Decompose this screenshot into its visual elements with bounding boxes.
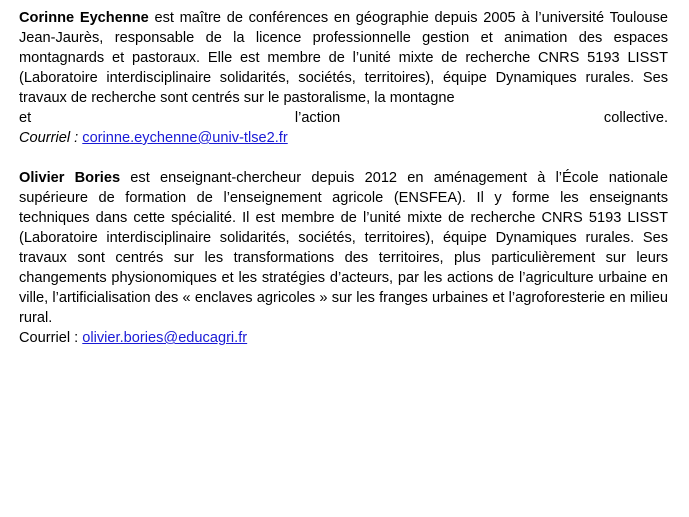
author-name: Olivier Bories xyxy=(19,170,121,186)
contact-label: Courriel : xyxy=(19,130,83,146)
bio-text: est enseignant-chercheur depuis 2012 en aménagement à l’École nationale supérieure de formation de l’enseignement agricole (ENSFEA). Il y forme les enseignants techniques dans cette spécialité. Il est membre de l’unité mixte de recherche CNRS 5193 LISST (Laboratoire interdisciplinaire solidarités, sociétés, territoires), équipe Dynamiques rurales. Ses travaux sont centrés sur les transformations des territoires, plus particulièrement sur leurs changements physionomiques et les stratégies d’acteurs, par les actions de l’agriculture urbaine en ville, l’artificialisation des « enclaves agricoles » sur les franges urbaines et l’agroforesterie en milieu rural. xyxy=(19,170,669,326)
author-bio-eychenne xyxy=(19,8,668,148)
email-link[interactable]: olivier.bories@educagri.fr xyxy=(82,330,248,346)
author-name: Corinne Eychenne xyxy=(19,10,149,26)
bio-paragraph xyxy=(19,8,668,108)
email-link[interactable]: corinne.eychenne@univ-tlse2.fr xyxy=(82,130,288,146)
contact-line xyxy=(19,128,668,148)
author-bios-page xyxy=(19,8,668,348)
bio-last-line xyxy=(19,108,668,128)
bio-paragraph xyxy=(19,168,668,328)
bio-last-word-3: collective. xyxy=(603,110,668,126)
contact-line xyxy=(19,328,668,348)
bio-text: est maître de conférences en géographie depuis 2005 à l’université Toulouse Jean-Jaurès, responsable de la licence professionnelle gestion et animation des espaces montagnards et pastoraux. Elle est membre de l’unité mixte de recherche CNRS 5193 LISST (Laboratoire interdisciplinaire solidarités, sociétés, territoires), équipe Dynamiques rurales. Ses travaux de recherche sont centrés sur le pastoralisme, la montagne xyxy=(19,10,668,106)
bio-last-word-2: l’action xyxy=(294,110,341,126)
author-bio-bories xyxy=(19,168,668,348)
contact-label: Courriel : xyxy=(19,330,83,346)
bio-last-word-1: et xyxy=(19,110,32,126)
spacer xyxy=(19,148,668,168)
